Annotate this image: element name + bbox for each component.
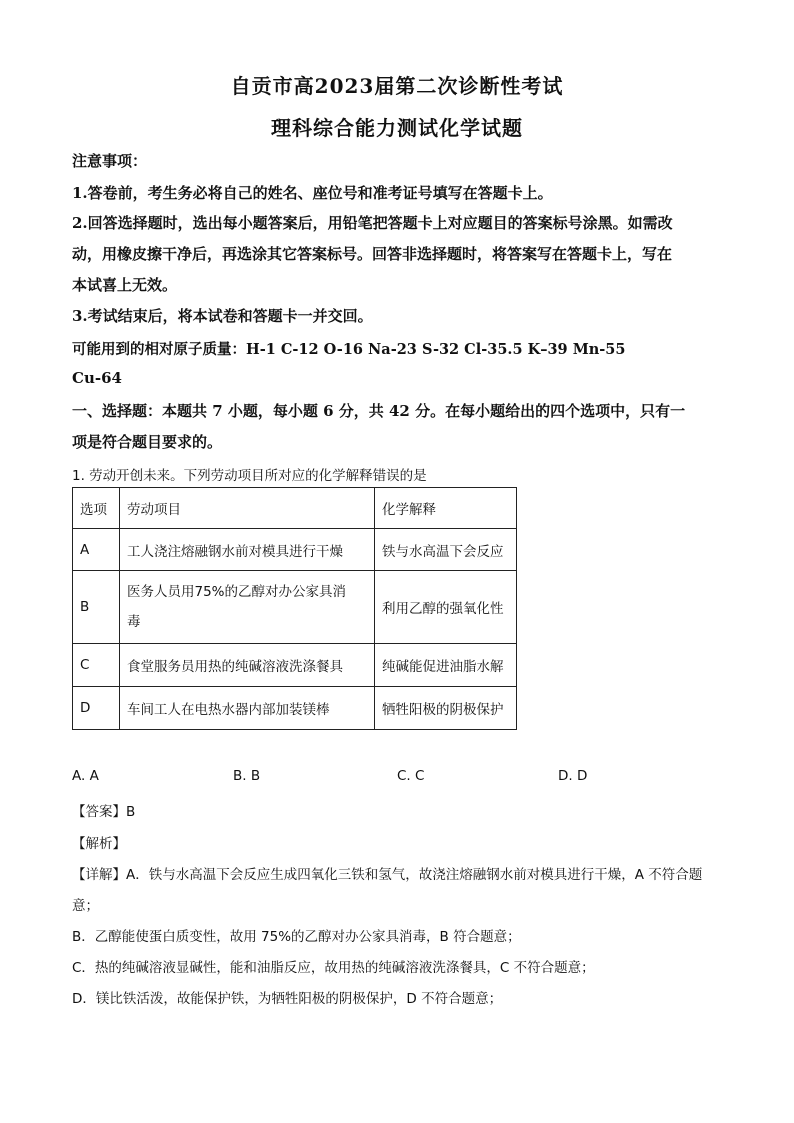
notice-item-3: 3.考试结束后，将本试卷和答题卡一并交回。 <box>72 307 373 325</box>
exam-title: 自贡市高2023届第二次诊断性考试 <box>230 74 564 98</box>
table-cell-item: 车间工人在电热水器内部加装镁棒 <box>120 687 375 730</box>
option-b: B. B <box>233 768 261 784</box>
section-heading-line-1: 一、选择题：本题共 7 小题，每小题 6 分，共 42 分。在每小题给出的四个选项中，只有一 <box>72 402 686 420</box>
question-stem: 1. 劳动开创未来。下列劳动项目所对应的化学解释错误的是 <box>72 468 427 484</box>
table-row <box>73 529 517 571</box>
option-a: A. A <box>72 768 99 784</box>
table-cell-explain: 牺牲阳极的阴极保护 <box>375 687 517 730</box>
question-table <box>72 487 517 730</box>
table-row <box>73 687 517 730</box>
detail-c: C．热的纯碱溶液显碱性，能和油脂反应，故用热的纯碱溶液洗涤餐具，C 不符合题意； <box>72 960 595 976</box>
table-cell-explain: 纯碱能促进油脂水解 <box>375 644 517 687</box>
answer-label: 【答案】B <box>72 804 136 820</box>
notice-item-2-line-3: 本试喜上无效。 <box>72 276 178 294</box>
notice-item-2-line-2: 动，用橡皮擦干净后，再选涂其它答案标号。回答非选择题时，将答案写在答题卡上，写在 <box>72 245 673 263</box>
table-cell-option: B <box>73 571 120 644</box>
notice-item-2-line-1: 2.回答选择题时，选出每小题答案后，用铅笔把答题卡上对应题目的答案标号涂黑。如需改 <box>72 214 673 232</box>
table-cell-option: C <box>73 644 120 687</box>
table-cell-item <box>120 571 375 644</box>
table-row <box>73 644 517 687</box>
analysis-label: 【解析】 <box>72 836 126 852</box>
option-d: D. D <box>558 768 588 784</box>
table-cell-explain: 铁与水高温下会反应 <box>375 529 517 571</box>
table-header-row <box>73 488 517 529</box>
table-header-explain: 化学解释 <box>375 488 517 529</box>
detail-d: D．镁比铁活泼，故能保护铁，为牺牲阳极的阴极保护，D 不符合题意； <box>72 991 503 1007</box>
table-cell-option: D <box>73 687 120 730</box>
table-cell-option: A <box>73 529 120 571</box>
table-cell-item-line-2: 毒 <box>127 614 141 630</box>
section-heading-line-2: 项是符合题目要求的。 <box>72 433 223 451</box>
atomic-masses-line-2: Cu-64 <box>72 369 122 387</box>
atomic-masses-line-1: 可能用到的相对原子质量：H-1 C-12 O-16 Na-23 S-32 Cl-35.5 K–39 Mn-55 <box>72 341 626 358</box>
table-header-option: 选项 <box>73 488 120 529</box>
notice-item-1: 1.答卷前，考生务必将自己的姓名、座位号和准考证号填写在答题卡上。 <box>72 184 553 202</box>
detail-b: B．乙醇能使蛋白质变性，故用 75%的乙醇对办公家具消毒，B 符合题意； <box>72 929 521 945</box>
table-cell-item: 工人浇注熔融钢水前对模具进行干燥 <box>120 529 375 571</box>
table-header-item: 劳动项目 <box>120 488 375 529</box>
table-cell-explain: 利用乙醇的强氧化性 <box>375 571 517 644</box>
option-c: C. C <box>397 768 425 784</box>
notice-heading: 注意事项： <box>72 152 148 170</box>
table-cell-item: 食堂服务员用热的纯碱溶液洗涤餐具 <box>120 644 375 687</box>
detail-line-1: 【详解】A．铁与水高温下会反应生成四氧化三铁和氢气，故浇注熔融钢水前对模具进行干燥，A 不符合题 <box>72 867 703 883</box>
exam-subtitle: 理科综合能力测试化学试题 <box>271 116 523 140</box>
detail-line-2: 意； <box>72 898 99 914</box>
table-row <box>73 571 517 644</box>
table-cell-item-line-1: 医务人员用75%的乙醇对办公家具消 <box>127 584 347 600</box>
